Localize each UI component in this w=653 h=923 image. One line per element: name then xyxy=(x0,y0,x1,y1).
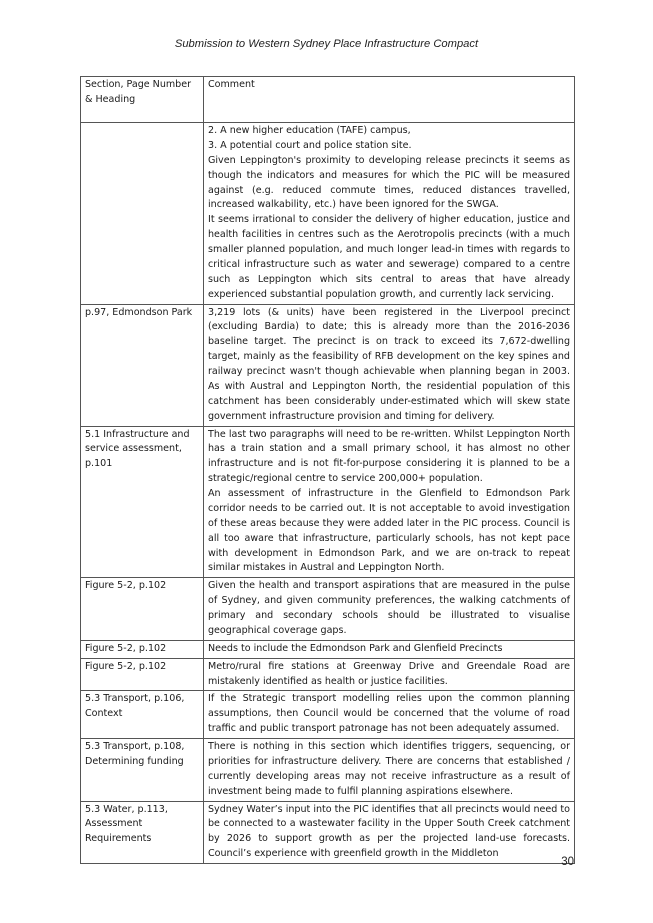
comments-table-body xyxy=(81,77,575,864)
comment-paragraph: 2. A new higher education (TAFE) campus, xyxy=(208,125,411,136)
section-cell xyxy=(81,123,204,305)
table-row xyxy=(81,801,575,864)
table-row xyxy=(81,658,575,691)
comment-paragraph: Given Leppington's proximity to developing release precincts it seems as though the indicators and measures for which the PIC will be measured against (e.g. reduced commute times, reduced distances travelled, increased walkability, etc.) have been ignored for the SWGA. xyxy=(208,154,570,211)
comment-cell xyxy=(204,123,575,305)
section-cell: 5.3 Water, p.113, Assessment Requirements xyxy=(81,801,204,864)
comment-paragraph: The last two paragraphs will need to be re-written. Whilst Leppington North has a train station and a small primary school, it has almost no other infrastructure and is not fit-for-purpose considering it is planned to be a strategic/regional centre to service 200,000+ population. xyxy=(208,428,570,485)
running-header: Submission to Western Sydney Place Infrastructure Compact xyxy=(174,38,479,50)
comment-cell xyxy=(204,640,575,658)
comment-paragraph: Given the health and transport aspirations that are measured in the pulse of Sydney, and given community preferences, the walking catchments of primary and secondary schools should be illustrated to visualise geographical coverage gaps. xyxy=(208,580,570,636)
comment-cell xyxy=(204,739,575,802)
comment-cell xyxy=(204,304,575,426)
comment-paragraph: 3. A potential court and police station site. xyxy=(208,139,412,151)
section-cell: Figure 5-2, p.102 xyxy=(81,578,204,641)
comment-cell xyxy=(204,801,575,864)
comment-paragraph: 3,219 lots (& units) have been registered in the Liverpool precinct (excluding Bardia) to date; this is already more than the 2016-2036 baseline target. The precinct is on track to exceed its 7,672-dwelling target, mainly as the feasibility of RFB development on the key spines and railway precinct wasn't though achievable when planning began in 2003. As with Austral and Leppington North, the residential population of this catchment has been considerably under-estimated which will skew state government infrastructure provision and timing for delivery. xyxy=(208,306,570,422)
comment-cell xyxy=(204,658,575,691)
comment-cell xyxy=(204,426,575,578)
table-row xyxy=(81,739,575,802)
comment-cell xyxy=(204,691,575,739)
comment-cell xyxy=(204,578,575,641)
comment-paragraph: Sydney Water’s input into the PIC identifies that all precincts would need to be connected to a wastewater facility in the Upper South Creek catchment by 2026 to support growth as per the projected land-use forecasts. Council’s experience with greenfield growth in the Middleton xyxy=(208,803,570,860)
comment-paragraph: There is nothing in this section which identifies triggers, sequencing, or priorities for infrastructure delivery. There are concerns that established / currently developing areas may not receive infrastructure as a result of investment being made to fulfil planning aspirations elsewhere. xyxy=(208,741,570,797)
section-cell: 5.3 Transport, p.106, Context xyxy=(81,691,204,739)
section-cell: p.97, Edmondson Park xyxy=(81,304,204,426)
table-row xyxy=(81,578,575,641)
header-comment: Comment xyxy=(204,77,575,123)
comment-paragraph: If the Strategic transport modelling relies upon the common planning assumptions, then Council would be concerned that the volume of road traffic and public transport patronage has not been adequately assumed. xyxy=(208,693,570,735)
comments-table xyxy=(80,76,575,864)
table-header-row xyxy=(81,77,575,123)
comment-paragraph: It seems irrational to consider the delivery of higher education, justice and health facilities in centres such as the Aerotropolis precincts (with a much smaller planned population, and much longer lead-in times with regards to critical infrastructure such as water and sewerage) compared to a centre such as Leppington which sits central to areas that have already experienced substantial population growth, and currently lack servicing. xyxy=(208,214,570,300)
table-row xyxy=(81,123,575,305)
comment-paragraph: Needs to include the Edmondson Park and Glenfield Precincts xyxy=(208,642,503,654)
comment-paragraph: Metro/rural fire stations at Greenway Drive and Greendale Road are mistakenly identified as health or justice facilities. xyxy=(208,660,570,687)
table-row xyxy=(81,426,575,578)
section-cell: 5.3 Transport, p.108, Determining funding xyxy=(81,739,204,802)
comment-paragraph: An assessment of infrastructure in the Glenfield to Edmondson Park corridor needs to be carried out. It is not acceptable to avoid investigation of these areas because they were added later in the PIC process. Council is all too aware that infrastructure, particularly schools, has not kept pace with development in Edmondson Park, and we are on-track to repeat similar mistakes in Austral and Leppington North. xyxy=(208,488,570,574)
table-row xyxy=(81,304,575,426)
section-cell: Figure 5-2, p.102 xyxy=(81,640,204,658)
table-row xyxy=(81,640,575,658)
header-section: Section, Page Number & Heading xyxy=(81,77,204,123)
page-number: 30 xyxy=(561,856,574,868)
table-row xyxy=(81,691,575,739)
section-cell: Figure 5-2, p.102 xyxy=(81,658,204,691)
section-cell: 5.1 Infrastructure and service assessment, p.101 xyxy=(81,426,204,578)
